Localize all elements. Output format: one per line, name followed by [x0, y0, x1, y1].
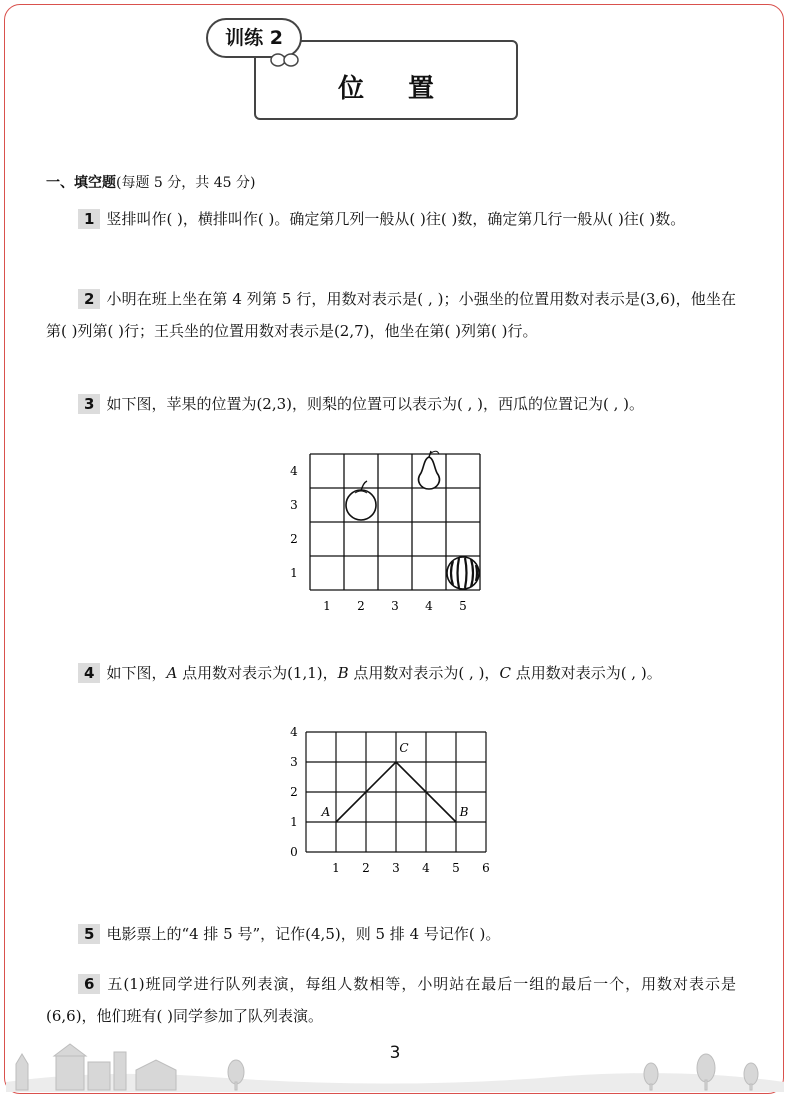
- pear-icon: [419, 451, 440, 489]
- badge-decoration-icon: [270, 52, 300, 68]
- question-text: 点用数对表示为(1,1)，: [177, 664, 338, 682]
- question-text: 如下图，苹果的位置为(2,3)，则梨的位置可以表示为( , )，西瓜的位置记为( , )。: [106, 395, 645, 413]
- point-label-b: B: [459, 805, 469, 819]
- question-2: [46, 283, 736, 347]
- question-text: 如下图，: [106, 664, 167, 682]
- y-tick-label: 3: [290, 498, 298, 512]
- point-var-a: A: [166, 664, 178, 682]
- question-number: 6: [78, 974, 100, 994]
- question-number: 1: [78, 209, 100, 229]
- x-tick-label: 1: [332, 861, 340, 875]
- x-tick-label: 3: [392, 861, 400, 875]
- y-tick-label: 1: [290, 815, 298, 829]
- grid-figure-1: [280, 448, 500, 620]
- watermelon-icon: [447, 557, 479, 589]
- question-4: [46, 657, 736, 689]
- x-tick-label: 1: [323, 599, 331, 613]
- y-tick-label: 1: [290, 566, 298, 580]
- point-var-c: C: [499, 664, 511, 682]
- point-var-b: B: [337, 664, 349, 682]
- x-tick-label: 2: [362, 861, 370, 875]
- question-6: [46, 968, 736, 1032]
- origin-label: 0: [290, 845, 298, 859]
- question-text: 电影票上的“4 排 5 号”，记作(4,5)，则 5 排 4 号记作( )。: [106, 925, 501, 943]
- grid-lines: [306, 732, 486, 852]
- y-tick-label: 4: [290, 464, 298, 478]
- grid-figure-2: [282, 720, 498, 880]
- footer-town-illustration: [6, 1032, 784, 1092]
- question-number: 4: [78, 663, 100, 683]
- point-labels: [321, 741, 469, 819]
- question-text: 竖排叫作( )，横排叫作( )。确定第几列一般从( )往( )数，确定第几行一般从( )往( )数。: [106, 210, 686, 228]
- x-tick-label: 4: [425, 599, 433, 613]
- apple-icon: [346, 481, 376, 520]
- section-heading-label: 一、填空题: [46, 175, 116, 191]
- x-tick-label: 6: [482, 861, 490, 875]
- question-text: 点用数对表示为( , )，: [348, 664, 500, 682]
- x-tick-label: 3: [391, 599, 399, 613]
- point-label-c: C: [399, 741, 409, 755]
- y-tick-label: 2: [290, 785, 298, 799]
- x-tick-label: 5: [459, 599, 467, 613]
- question-text: 小明在班上坐在第 4 列第 5 行，用数对表示是( , )；小强坐的位置用数对表示是(3,6)，他坐在第( )列第( )行；王兵坐的位置用数对表示是(2,7)，他坐在第( )列第( )行。: [46, 290, 736, 340]
- question-number: 2: [78, 289, 100, 309]
- question-number: 5: [78, 924, 100, 944]
- question-text: 点用数对表示为( , )。: [510, 664, 662, 682]
- question-text: 五(1)班同学进行队列表演，每组人数相等，小明站在最后一组的最后一个，用数对表示是(6,6)，他们班有( )同学参加了队列表演。: [46, 975, 736, 1025]
- x-tick-label: 4: [422, 861, 430, 875]
- question-3: [46, 388, 736, 420]
- page-title: 位置: [337, 74, 478, 104]
- question-number: 3: [78, 394, 100, 414]
- x-tick-label: 2: [357, 599, 365, 613]
- point-label-a: A: [321, 805, 331, 819]
- y-tick-label: 2: [290, 532, 298, 546]
- section-heading: [46, 172, 255, 192]
- question-5: [46, 918, 736, 950]
- page-number: 3: [389, 1043, 401, 1063]
- section-points: (每题 5 分，共 45 分): [116, 175, 256, 191]
- x-tick-label: 5: [452, 861, 460, 875]
- y-tick-label: 3: [290, 755, 298, 769]
- lesson-badge: 训练 2: [206, 18, 302, 58]
- question-1: [46, 203, 736, 235]
- y-tick-label: 4: [290, 725, 298, 739]
